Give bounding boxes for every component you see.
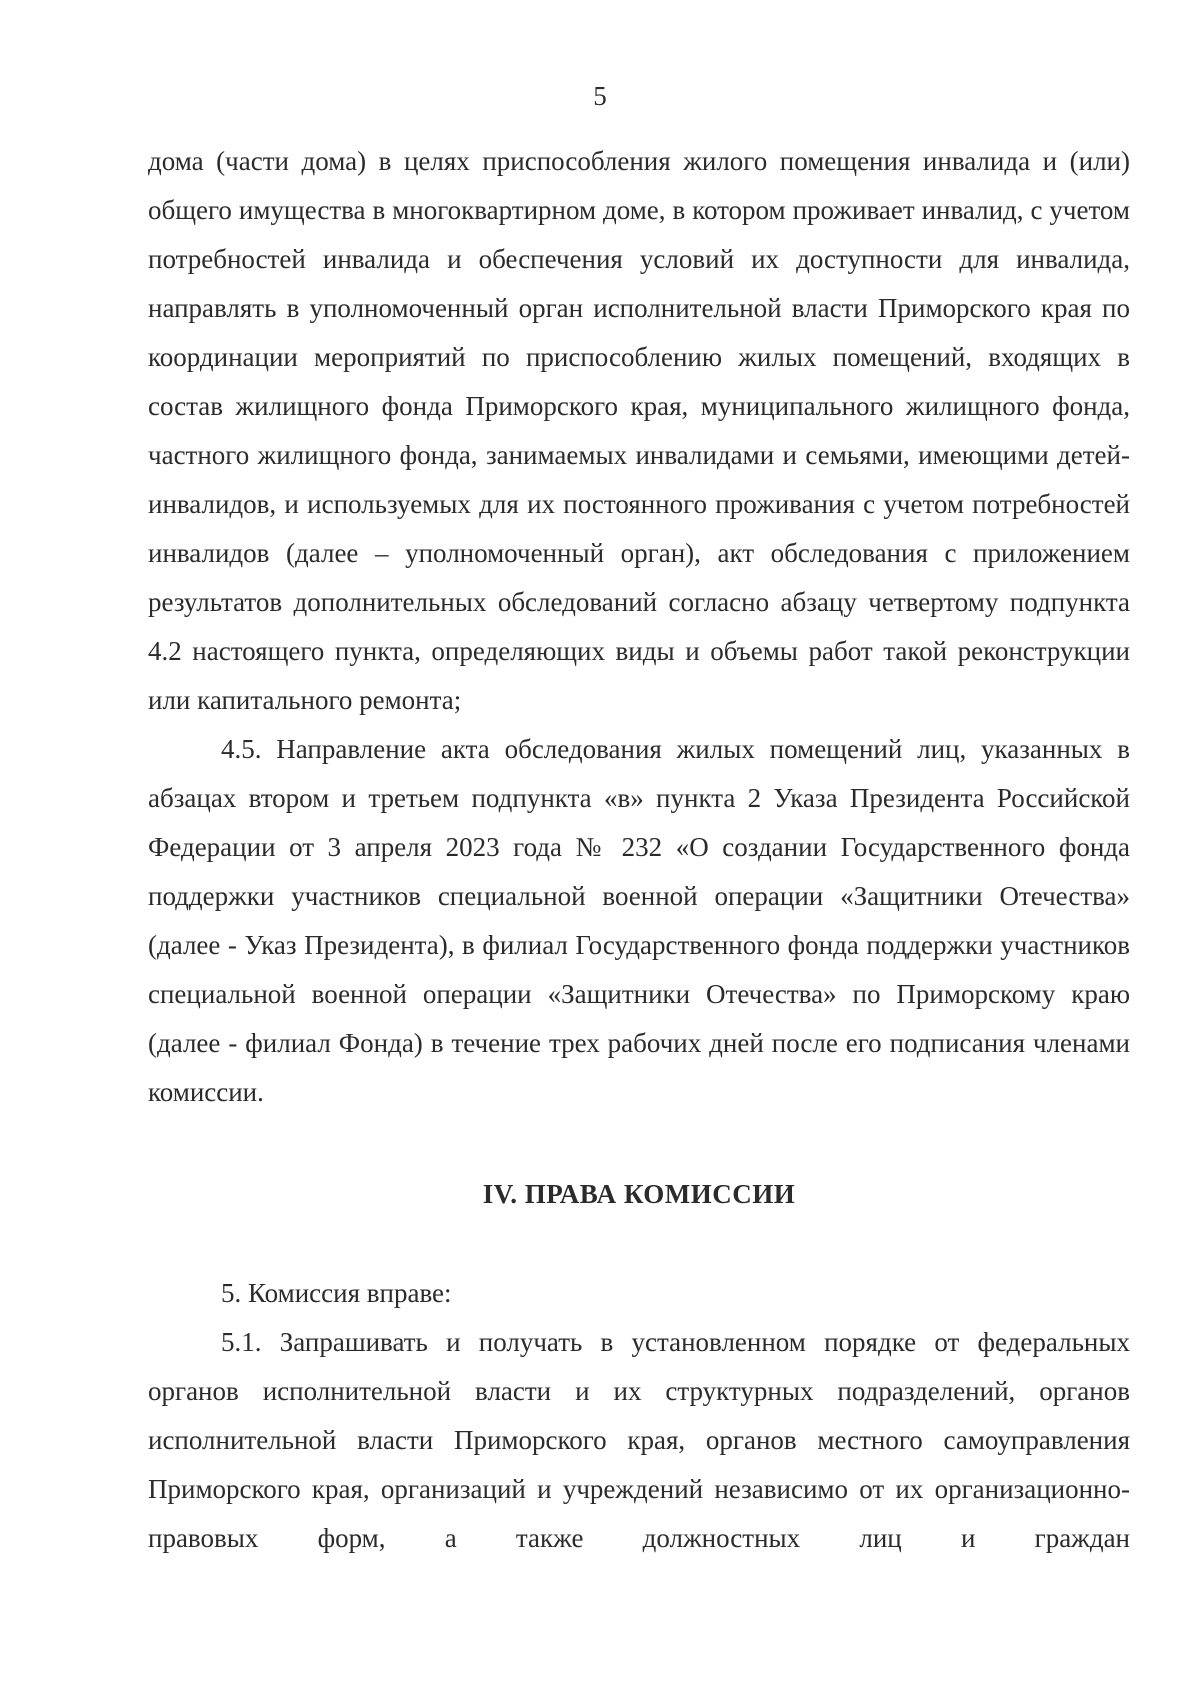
- paragraph-continuation: дома (части дома) в целях приспособления жилого помещения инвалида и (или) общего имущества в многоквартирном доме, в котором проживает инвалид, с учетом потребностей инвалида и обеспечения условий их доступности для инвалида, направлять в уполномоченный орган исполнительной власти Приморского края по координации мероприятий по приспособлению жилых помещений, входящих в состав жилищного фонда Приморского края, муниципального жилищного фонда, частного жилищного фонда, занимаемых инвалидами и семьями, имеющими детей-инвалидов, и используемых для их постоянного проживания с учетом потребностей инвалидов (далее – уполномоченный орган), акт обследования с приложением результатов дополнительных обследований согласно абзацу четвертому подпункта 4.2 настоящего пункта, определяющих виды и объемы работ такой реконструкции или капитального ремонта;: [148, 146, 1130, 715]
- paragraph-5-1: 5.1. Запрашивать и получать в установленном порядке от федеральных органов исполнительной власти и их структурных подразделений, органов исполнительной власти Приморского края, органов местного самоуправления Приморского края, организаций и учреждений независимо от их организационно-правовых форм, а также должностных лиц и граждан: [148, 1327, 1130, 1553]
- page-number: 5: [593, 81, 607, 111]
- paragraph-4-5: 4.5. Направление акта обследования жилых помещений лиц, указанных в абзацах втором и третьем подпункта «в» пункта 2 Указа Президента Российской Федерации от 3 апреля 2023 года № 232 «О создании Государственного фонда поддержки участников специальной военной операции «Защитники Отечества» (далее - Указ Президента), в филиал Государственного фонда поддержки участников специальной военной операции «Защитники Отечества» по Приморскому краю (далее - филиал Фонда) в течение трех рабочих дней после его подписания членами комиссии.: [148, 734, 1130, 1107]
- section-heading: IV. ПРАВА КОМИССИИ: [482, 1179, 796, 1209]
- document-body: [148, 137, 1130, 1563]
- paragraph-5: 5. Комиссия вправе:: [221, 1278, 452, 1308]
